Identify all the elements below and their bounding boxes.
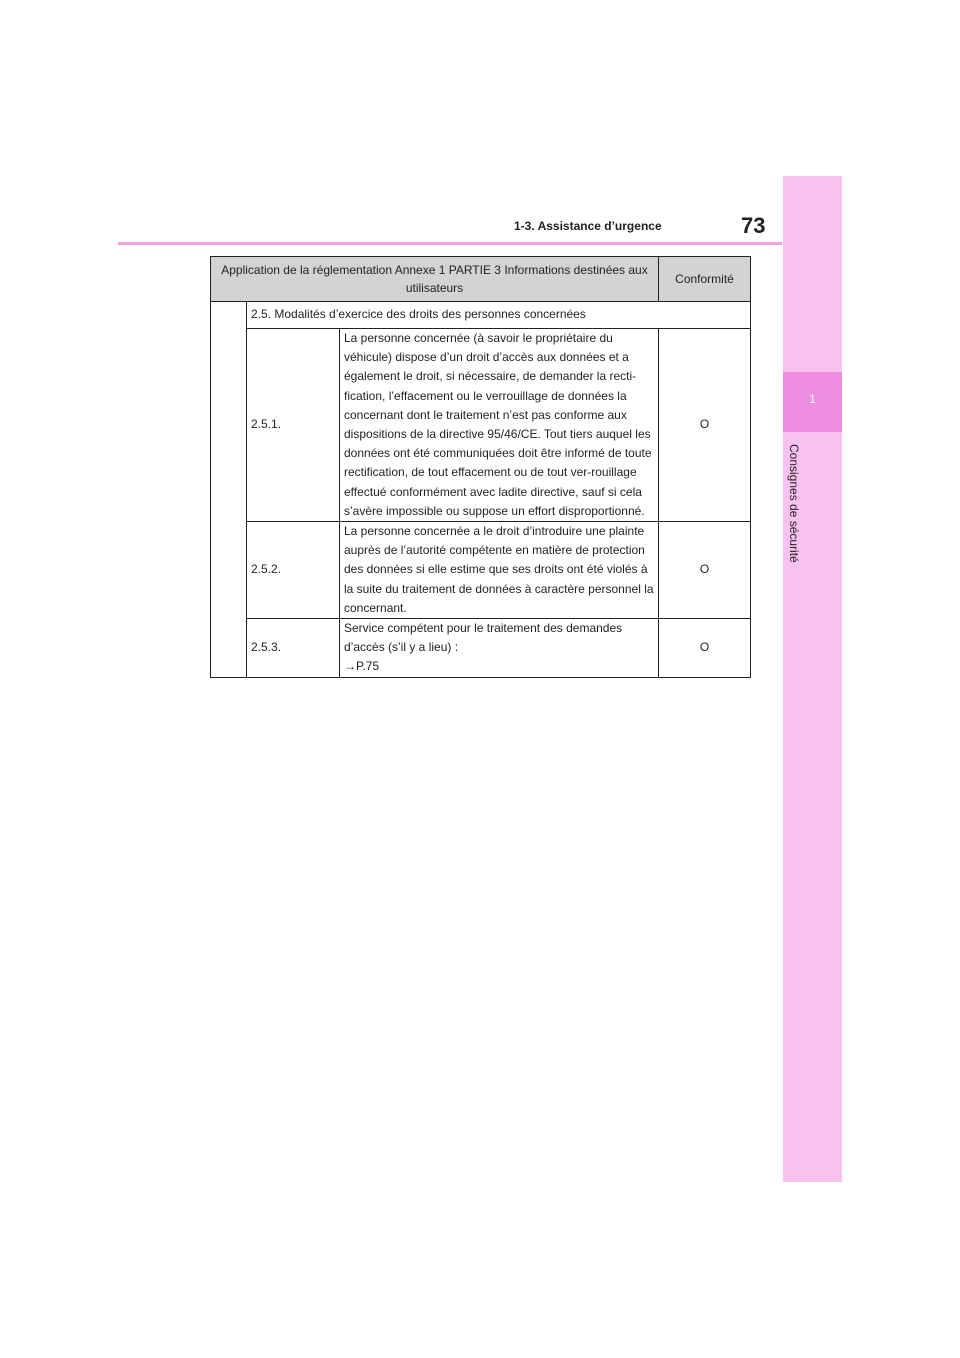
table-row bbox=[211, 329, 751, 522]
indent-cell bbox=[211, 302, 247, 678]
row-conformity: O bbox=[659, 619, 751, 678]
row-conformity: O bbox=[659, 329, 751, 522]
row-number: 2.5.1. bbox=[247, 329, 340, 522]
regulation-table bbox=[210, 256, 751, 678]
page-number: 73 bbox=[741, 213, 766, 238]
subsection-title: 2.5. Modalités d’exercice des droits des personnes concernées bbox=[247, 302, 751, 329]
row-conformity: O bbox=[659, 522, 751, 619]
row-text: La personne concernée a le droit d’introduire une plainte auprès de l’autorité compétente en matière de protection des données si elle estime que ses droits ont été violés à la suite du traitement de données à caractère personnel la concernant. bbox=[340, 522, 659, 619]
row-number: 2.5.2. bbox=[247, 522, 340, 619]
table-row bbox=[211, 619, 751, 678]
section-title: 1-3. Assistance d’urgence bbox=[514, 219, 662, 233]
row-text-cell bbox=[340, 619, 659, 678]
table-header-row bbox=[211, 257, 751, 302]
table-row bbox=[211, 522, 751, 619]
column-header-conformity: Conformité bbox=[659, 257, 751, 302]
subsection-row bbox=[211, 302, 751, 329]
row-text: La personne concernée (à savoir le propriétaire du véhicule) dispose d’un droit d’accès aux données et a également le droit, si nécessaire, de demander la recti-fication, l’effacement ou le verrouillage de données la concernant dont le traitement n’est pas conforme aux dispositions de la directive 95/46/CE. Tout tiers auquel les données ont été communiquées doit être informé de toute rectification, de tout effacement ou de tout ver-rouillage effectué conformément avec ladite directive, sauf si cela s’avère impossible ou suppose un effort disproportionné. bbox=[340, 329, 659, 522]
chapter-title: Consignes de sécurité bbox=[787, 444, 801, 563]
chapter-number: 1 bbox=[809, 392, 816, 406]
row-text: Service compétent pour le traitement des demandes d’accès (s’il y a lieu) : bbox=[344, 621, 623, 655]
chapter-side-tab bbox=[783, 176, 842, 1182]
column-header-application: Application de la réglementation Annexe 1 PARTIE 3 Informations destinées aux utilisateurs bbox=[211, 257, 659, 302]
row-number: 2.5.3. bbox=[247, 619, 340, 678]
page-reference-link[interactable]: →P.75 bbox=[344, 659, 380, 674]
header-rule bbox=[118, 242, 782, 245]
